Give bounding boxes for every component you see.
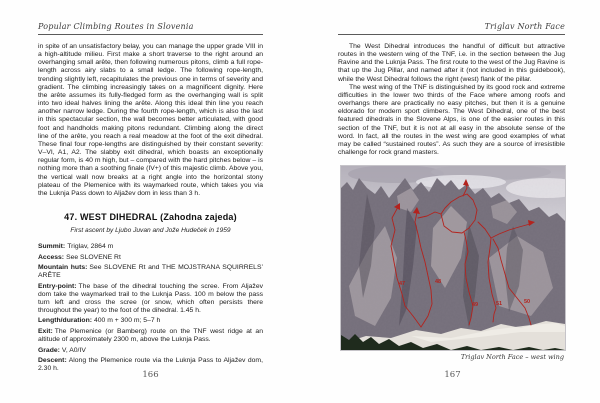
info-row-summit [38,243,263,251]
info-label: Access: [38,253,65,261]
info-text: See SLOVENE Rt [66,253,121,261]
rock-texture [341,176,565,350]
route-number-47: 47 [398,281,406,288]
right-page-number: 167 [444,370,461,380]
info-label: Mountain huts: [38,264,88,272]
triglav-north-face-photo [340,165,566,351]
route-number-48: 48 [434,279,442,286]
right-paragraph-1: The West Dihedral introduces the handful of difficult but attractive routes in the western wing of the TNF, i.e. in the section between the Jug Ravine and the Luknja Pass. The first route to the west of the Jug Ravine is that up the Jug Pillar, and named after it (not included in this guidebook), while the West Dihedral follows the right (west) flank of the pillar. [338,43,565,83]
left-body-paragraph: in spite of an unsatisfactory belay, you can manage the upper grade VIII in a high-altitude milieu. First make a short traverse to the right around an overhanging small arête, then following numerous pitons, climb a full rope-length across airy slabs to a small ledge. The following rope-length, trending slightly left, recapitulates the previous one in terms of severity and gradient. The climbing increasingly takes on a magnificent dignity. Here the arête assumes its fully-fledged form as the overhanging wall is split into two ideal halves lining the arête. Along this ideal thin line you reach another narrow ledge. During the fourth rope-length, which is also the last in this spectacular section, the wall becomes better articulated, with good foot and handholds making pitons redundant. Climbing along the direct line of the arête, you reach a real meadow at the foot of the exit dihedral. These final four rope-lengths are distinguished by their constant severity: V–VI, A1, A2. The slabby exit dihedral, which boasts an exceptionally regular form, is 40 m high, but – compared with the hard pitches below – is nothing more than a soothing finale (IV+) of this majestic climb. Above you, the vertical wall now breaks at a right angle into the horizontal stony plateau of the Plemenice with its waymarked route, which takes you via the Luknja Pass down to Aljažev dom in less than 3 h. [38,43,263,197]
info-row-entry-point [38,283,263,315]
route-title: 47. WEST DIHEDRAL (Zahodna zajeda) [64,211,237,222]
mountain-photo-figure [340,165,564,361]
info-label: Summit: [38,242,66,250]
info-row-mountain-huts [38,264,263,280]
first-ascent-line: First ascent by Ljubo Juvan and Jože Hudeček in 1959 [70,226,231,234]
info-text: 400 m + 300 m; 5–7 h [94,317,161,325]
photo-caption: Triglav North Face – west wing [460,353,564,362]
left-page-number: 166 [142,370,159,380]
route-number-51: 51 [495,301,503,308]
info-text: The Plemenice (or Bamberg) route on the TNF west ridge at an altitude of approximately 2300 m, above the Luknja Pass. [38,327,263,343]
info-label: Descent: [38,357,67,365]
left-running-head: Popular Climbing Routes in Slovenia [38,22,263,35]
info-text: See SLOVENE Rt and THE MOJSTRANA SQUIRRELS’ ARÊTE [38,264,263,280]
right-paragraph-2: The west wing of the TNF is distinguished by its good rock and extreme difficulties in the lower two thirds of the Face where among roofs and overhangs there are practically no easy pitches, but then it is a genuine eldorado for modern sport climbers. The West Dihedral, one of the best featured dihedrals in the Slovene Alps, is one of the easier routes in this section of the TNF, but it is not at all easy in the absolute sense of the word. In fact, all the routes in the west wing are good examples of what may be called “sustained routes”. As such they are a source of irresistible challenge for rock grand masters. [338,83,565,157]
info-row-exit [38,328,263,344]
info-row-length-duration [38,317,263,325]
info-text: The base of the dihedral touching the scree. From Aljažev dom take the waymarked trail to the Luknja Pass. 100 m below the pass turn left and cross the scree (or snow, which often persists there throughout the year) to the foot of the dihedral. 1.45 h. [38,282,263,314]
info-label: Exit: [38,327,53,335]
route-number-49: 49 [471,302,479,309]
info-text: V, A0/IV [61,346,86,354]
right-running-head: Triglav North Face [338,22,565,35]
info-label: Length/duration: [38,317,92,325]
route-number-50: 50 [523,299,531,306]
info-label: Entry-point: [38,282,77,290]
left-page [38,22,263,373]
info-label: Grade: [38,346,60,354]
right-page [338,22,565,361]
info-text: Along the Plemenice route via the Luknja Pass to Aljažev dom, 2.30 h. [38,357,263,373]
info-row-grade [38,347,263,355]
info-row-access [38,254,263,262]
route-info-list [38,243,263,373]
info-text: Triglav, 2864 m [67,242,114,250]
